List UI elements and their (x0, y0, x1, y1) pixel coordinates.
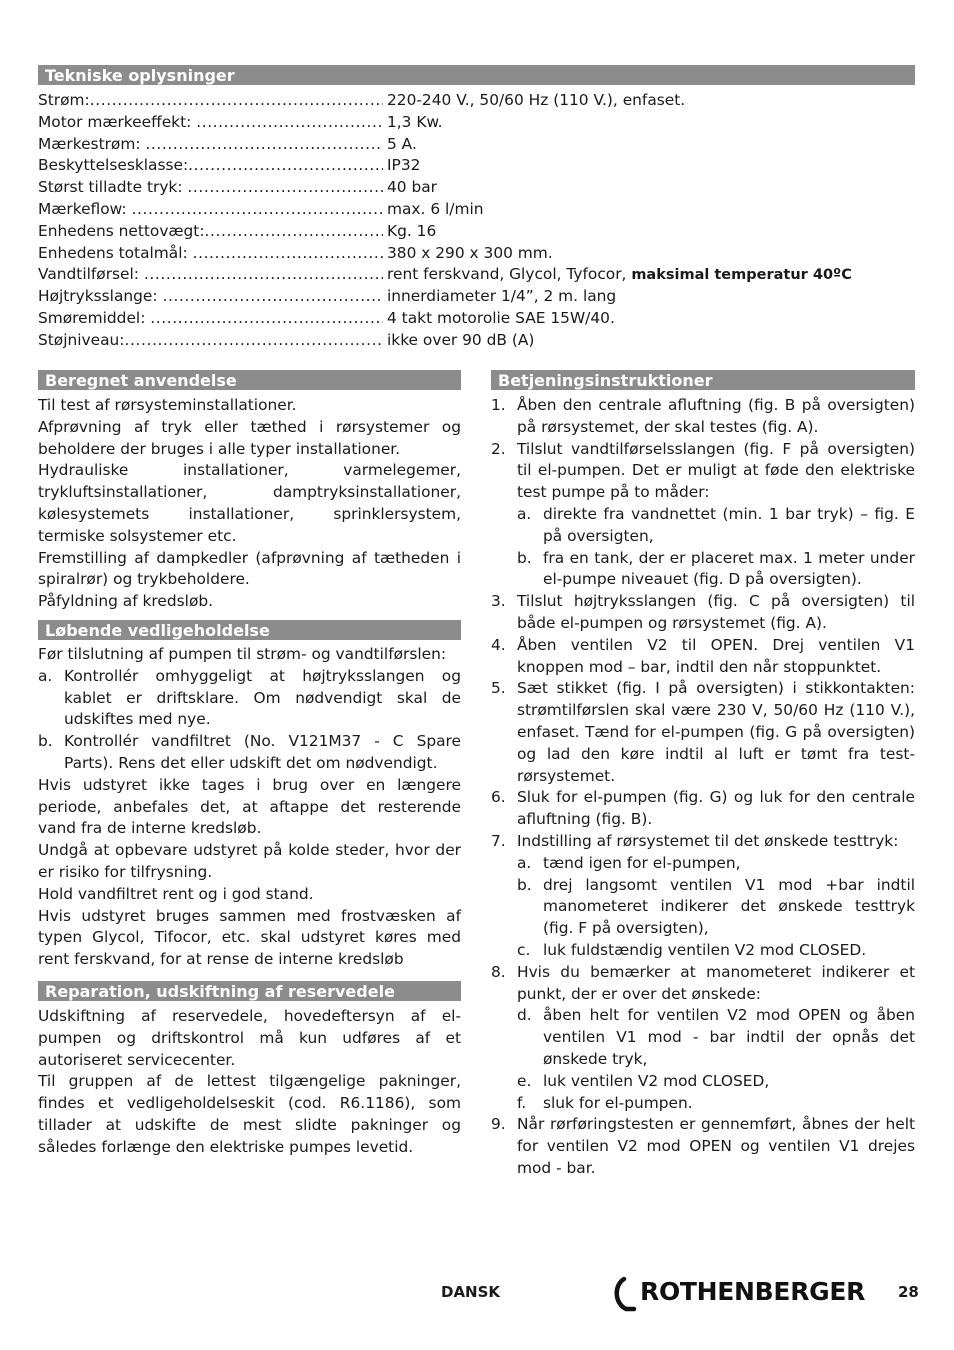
spec-label-text: Smøremiddel: (38, 308, 151, 327)
spec-value (387, 199, 484, 221)
step-number: 3. (491, 592, 506, 611)
spec-row (38, 330, 915, 352)
step-item (491, 1114, 915, 1179)
paragraph: Hvis udstyret bruges sammen med frostvæsken af typen Glycol, Tifocor, etc. skal udstyret køres med rent ferskvand, for at rense de interne kredsløb (38, 906, 461, 969)
spec-value-text: 220-240 V., 50/60 Hz (110 V.), enfaset. (387, 91, 686, 109)
right-column (491, 370, 915, 1180)
spec-row (38, 243, 915, 265)
spec-value-text: IP32 (387, 156, 421, 175)
sub-step-item (491, 1071, 915, 1093)
spec-row (38, 199, 915, 221)
spec-label-text: Størst tilladte tryk: (38, 178, 188, 197)
page-number: 28 (898, 1283, 919, 1301)
sub-step-text: sluk for el-pumpen. (543, 1093, 693, 1112)
section-header-repair (38, 981, 461, 1001)
paragraph: Udskiftning af reservedele, hovedeftersyn af el-pumpen og driftskontrol må kun udføres af et autoriseret servicecenter. (38, 1006, 461, 1069)
left-column (38, 370, 461, 1159)
spec-value-text: 380 x 290 x 300 mm. (387, 243, 553, 262)
spec-list (38, 90, 915, 352)
step-number: 5. (491, 679, 506, 698)
spec-value (387, 308, 615, 330)
spec-value (387, 90, 685, 112)
spec-label-text: Mærkeflow: (38, 199, 132, 218)
sub-step-marker: f. (517, 1093, 527, 1112)
step-number: 4. (491, 635, 506, 654)
paragraph: Påfyldning af kredsløb. (38, 592, 214, 611)
maintenance-intro: Før tilslutning af pumpen til strøm- og vandtilførslen: (38, 644, 447, 663)
maintenance-paragraphs (38, 775, 461, 971)
sub-step-text: direkte fra vandnettet (min. 1 bar tryk) – fig. E på oversigten, (543, 504, 915, 545)
sub-step-marker: a. (517, 853, 532, 872)
spec-value-text: 40 bar (387, 178, 438, 197)
spec-label-text: Højtryksslange: (38, 287, 163, 306)
sub-step-item (491, 940, 915, 962)
step-number: 6. (491, 788, 506, 807)
sub-step-item (491, 504, 915, 548)
step-item (491, 591, 915, 635)
sub-step-marker: b. (517, 548, 532, 567)
step-item (491, 831, 915, 853)
spec-value (387, 155, 420, 177)
spec-value-text: 4 takt motorolie SAE 15W/40. (387, 308, 615, 327)
step-item (491, 635, 915, 679)
spec-label-text: Støjniveau: (38, 330, 125, 349)
spec-label-text: Vandtilførsel: (38, 265, 144, 284)
step-text: Tilslut højtryksslangen (fig. C på oversigten) til både el-pumpen og rørsystemet (fig. A). (517, 592, 915, 632)
repair-body (38, 1006, 461, 1159)
step-item (491, 439, 915, 504)
step-number: 9. (491, 1115, 506, 1134)
list-item (38, 666, 461, 731)
spec-label (38, 330, 383, 352)
list-marker: b. (38, 732, 53, 751)
maintenance-items (38, 666, 461, 775)
spec-label (38, 221, 383, 243)
brand-logo (612, 1275, 866, 1315)
sub-step-text: luk fuldstændig ventilen V2 mod CLOSED. (543, 940, 867, 959)
spec-label-text: Beskyttelsesklasse: (38, 156, 189, 175)
spec-value (387, 286, 616, 308)
spec-value-emphasis: maksimal temperatur 40ºC (631, 267, 852, 284)
spec-label (38, 90, 383, 112)
list-text: Kontrollér vandfiltret (No. V121M37 - C Spare Parts). Rens det eller udskift det om nødvendigt. (64, 732, 461, 772)
paragraph: Afprøvning af tryk eller tæthed i rørsystemer og beholdere der bruges i alle typer installationer. (38, 417, 461, 458)
section-title: Løbende vedligeholdelse (45, 620, 270, 640)
step-number: 7. (491, 831, 506, 850)
spec-value-text: 1,3 Kw. (387, 112, 443, 131)
sub-step-marker: d. (517, 1006, 532, 1025)
spec-value-text: rent ferskvand, Glycol, Tyfocor, (387, 265, 632, 284)
spec-label (38, 308, 383, 330)
spec-label (38, 286, 383, 308)
list-text: Kontrollér omhyggeligt at højtryksslangen og kablet er driftsklare. Om nødvendigt skal de udskiftes med nye. (64, 666, 461, 729)
section-header-intended-use (38, 370, 461, 390)
spec-value-text: ikke over 90 dB (A) (387, 330, 535, 349)
spec-label-text: Enhedens nettovægt: (38, 221, 205, 240)
paragraph: Undgå at opbevare udstyret på kolde steder, hvor der er risiko for tilfrysning. (38, 841, 461, 881)
sub-step-text: luk ventilen V2 mod CLOSED, (543, 1071, 770, 1090)
sub-step-text: drej langsomt ventilen V1 mod +bar indtil manometeret indikerer det ønskede testtryk (fig. F på oversigten), (543, 875, 915, 938)
sub-step-text: åben helt for ventilen V2 mod OPEN og åben ventilen V1 mod - bar indtil der opnås det ønskede tryk, (543, 1006, 915, 1068)
step-number: 1. (491, 396, 506, 414)
sub-step-marker: a. (517, 504, 532, 523)
spec-label (38, 155, 383, 177)
sub-step-item (491, 875, 915, 940)
spec-row (38, 221, 915, 243)
spec-value-text: Kg. 16 (387, 221, 437, 240)
sub-step-item (491, 548, 915, 592)
step-item (491, 962, 915, 1006)
spec-value (387, 330, 534, 352)
spec-label (38, 112, 383, 134)
spec-row (38, 286, 915, 308)
spec-value-text: max. 6 l/min (387, 199, 484, 218)
spec-value (387, 134, 417, 156)
step-text: Åben ventilen V2 til OPEN. Drej ventilen V1 knoppen mod – bar, indtil den når stoppunktet. (517, 635, 915, 676)
spec-value (387, 264, 852, 287)
list-item (38, 731, 461, 775)
paragraph: Til test af rørsysteminstallationer. (38, 396, 297, 414)
spec-row (38, 308, 915, 330)
spec-label (38, 243, 383, 265)
step-text: Åben den centrale afluftning (fig. B på oversigten) på rørsystemet, der skal testes (fig. A). (517, 396, 915, 436)
spec-row (38, 264, 915, 286)
logo-hook-icon (612, 1275, 642, 1315)
spec-value (387, 221, 436, 243)
step-text: Hvis du bemærker at manometeret indikerer et punkt, der er over det ønskede: (517, 962, 915, 1003)
paragraph: Hydrauliske installationer, varmelegemer, trykluftsinstallationer, damptryksinstallationer, kølesystemets installationer, sprinklersystem, termiske solsystemer etc. (38, 461, 461, 545)
spec-row (38, 90, 915, 112)
step-text: Sluk for el-pumpen (fig. G) og luk for den centrale afluftning (fig. B). (517, 788, 915, 829)
intended-use-body (38, 395, 461, 613)
footer-language: DANSK (441, 1283, 501, 1301)
brand-name: ROTHENBERGER (640, 1277, 866, 1306)
sub-step-item (491, 1093, 915, 1115)
section-title: Betjeningsinstruktioner (498, 371, 713, 390)
step-number: 2. (491, 439, 506, 458)
spec-value (387, 177, 437, 199)
paragraph: Fremstilling af dampkedler (afprøvning af tætheden i spiralrør) og trykbeholdere. (38, 548, 461, 589)
spec-row (38, 177, 915, 199)
section-header-maintenance (38, 620, 461, 640)
step-item (491, 678, 915, 787)
operating-steps (491, 395, 915, 1180)
paragraph: Hvis udstyret ikke tages i brug over en længere periode, anbefales det, at aftappe det resterende vand fra de interne kredsløb. (38, 775, 461, 838)
paragraph: Til gruppen af de lettest tilgængelige pakninger, findes et vedligeholdelseskit (cod. R6.1186), som tillader at udskifte de mest slidte pakninger og således forlænge den elektriske pumpes levetid. (38, 1072, 461, 1156)
spec-label (38, 199, 383, 221)
spec-label (38, 264, 383, 286)
section-header-technical (38, 65, 915, 85)
spec-label (38, 177, 383, 199)
list-marker: a. (38, 666, 53, 685)
step-item (491, 395, 915, 439)
sub-step-text: tænd igen for el-pumpen, (543, 853, 741, 872)
spec-value-text: innerdiameter 1/4”, 2 m. lang (387, 287, 617, 306)
spec-label-text: Motor mærkeeffekt: (38, 112, 197, 131)
step-text: Sæt stikket (fig. I på oversigten) i stikkontakten: strømtilførslen skal være 230 V, 50/60 Hz (110 V.), enfaset. Tænd for el-pumpen (fig. G på oversigten) og lad den køre indtil al luft er tømt fra test-rørsystemet. (517, 679, 915, 785)
spec-value (387, 112, 443, 134)
spec-label (38, 134, 383, 156)
step-text: Når rørføringstesten er gennemført, åbnes der helt for ventilen V2 mod OPEN og ventilen V1 drejes mod - bar. (517, 1115, 915, 1177)
spec-value (387, 243, 553, 265)
step-number: 8. (491, 962, 506, 981)
spec-row (38, 134, 915, 156)
section-title: Beregnet anvendelse (45, 371, 237, 390)
spec-row (38, 155, 915, 177)
spec-row (38, 112, 915, 134)
section-header-operating (491, 370, 915, 390)
sub-step-item (491, 853, 915, 875)
spec-label-text: Mærkestrøm: (38, 134, 146, 153)
step-text: Indstilling af rørsystemet til det ønskede testtryk: (517, 831, 899, 850)
spec-value-text: 5 A. (387, 134, 417, 153)
section-title: Reparation, udskiftning af reservedele (45, 981, 395, 1001)
sub-step-marker: b. (517, 875, 532, 894)
paragraph: Hold vandfiltret rent og i god stand. (38, 884, 314, 903)
sub-step-marker: c. (517, 940, 531, 959)
section-title: Tekniske oplysninger (45, 66, 235, 85)
step-text: Tilslut vandtilførselsslangen (fig. F på oversigten) til el-pumpen. Det er muligt at føde den elektriske test pumpe på to måder: (517, 439, 915, 502)
sub-step-marker: e. (517, 1071, 532, 1090)
step-item (491, 787, 915, 831)
sub-step-item (491, 1005, 915, 1070)
sub-step-text: fra en tank, der er placeret max. 1 meter under el-pumpe niveauet (fig. D på oversigten). (543, 548, 915, 589)
spec-label-text: Strøm: (38, 91, 90, 109)
spec-label-text: Enhedens totalmål: (38, 243, 193, 262)
